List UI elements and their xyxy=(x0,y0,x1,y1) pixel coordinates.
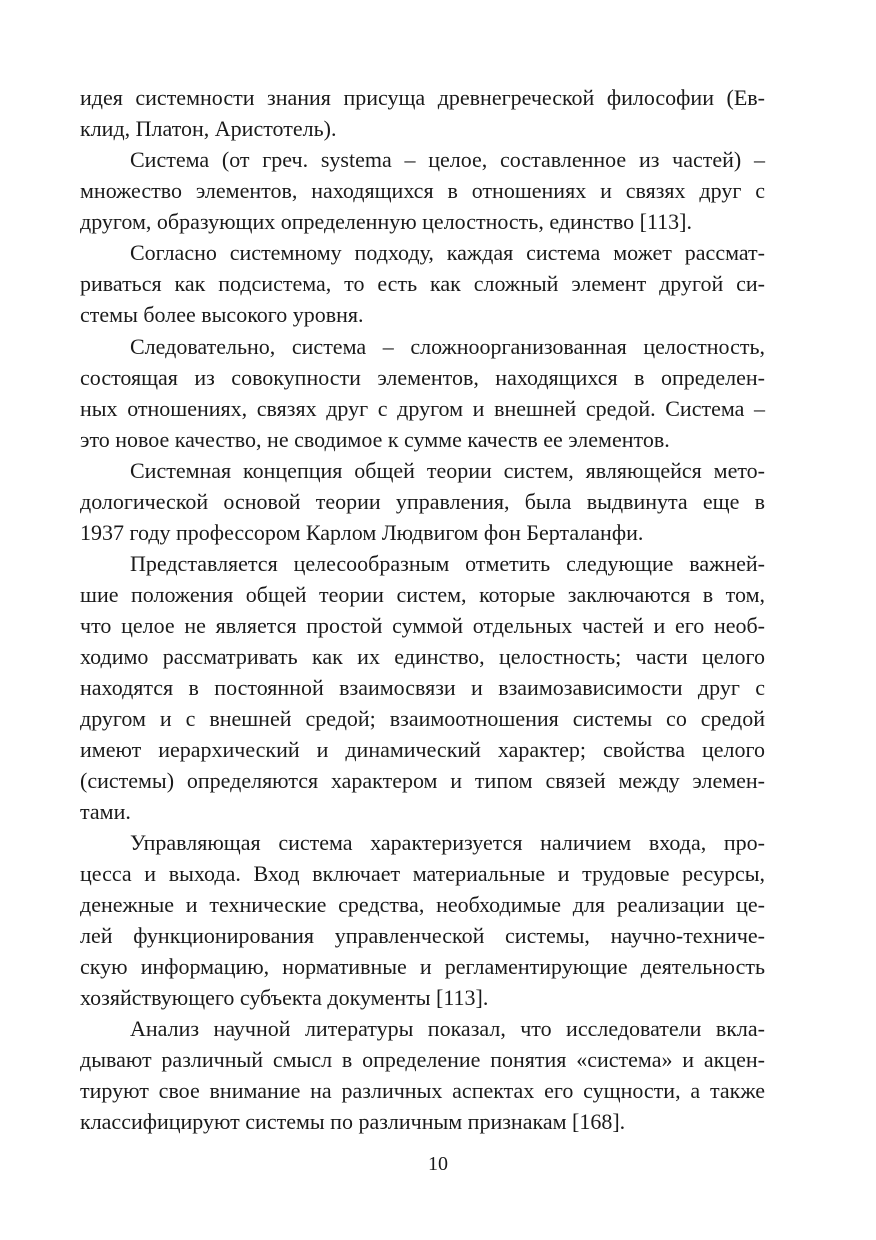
text-line: имеют иерархический и динамический характер; свойства целого xyxy=(80,737,765,762)
text-line: тами. xyxy=(80,799,131,824)
text-line: Управляющая система характеризуется наличием входа, про- xyxy=(130,830,765,855)
text-line: Анализ научной литературы показал, что исследователи вкла- xyxy=(130,1016,765,1041)
text-line: состоящая из совокупности элементов, находящихся в определен- xyxy=(80,365,765,390)
page-number: 10 xyxy=(428,1153,448,1175)
text-line: классифицируют системы по различным признакам [168]. xyxy=(80,1109,626,1134)
text-line: ных отношениях, связях друг с другом и внешней средой. Система – xyxy=(80,396,765,421)
text-line: Системная концепция общей теории систем, являющейся мето- xyxy=(130,458,765,483)
text-line: другом и с внешней средой; взаимоотношения системы со средой xyxy=(80,706,765,731)
text-line: 1937 году профессором Карлом Людвигом фон Берталанфи. xyxy=(80,520,644,545)
text-line: ходимо рассматривать как их единство, целостность; части целого xyxy=(80,644,765,669)
text-line: находятся в постоянной взаимосвязи и взаимозависимости друг с xyxy=(80,675,765,700)
text-line: скую информацию, нормативные и регламентирующие деятельность xyxy=(80,954,765,979)
text-line: Система (от греч. systema – целое, составленное из частей) – xyxy=(130,147,765,172)
text-line: Согласно системному подходу, каждая система может рассмат- xyxy=(130,240,765,265)
text-line: денежные и технические средства, необходимые для реализации це- xyxy=(80,892,765,917)
text-line: хозяйствующего субъекта документы [113]. xyxy=(80,985,489,1010)
text-line: цесса и выхода. Вход включает материальные и трудовые ресурсы, xyxy=(80,861,765,886)
text-line: это новое качество, не сводимое к сумме качеств ее элементов. xyxy=(80,427,670,452)
text-line: дологической основой теории управления, была выдвинута еще в xyxy=(80,489,765,514)
text-line: что целое не является простой суммой отдельных частей и его необ- xyxy=(80,613,765,638)
text-line: (системы) определяются характером и типом связей между элемен- xyxy=(80,768,765,793)
text-line: лей функционирования управленческой системы, научно-техниче- xyxy=(80,923,765,948)
text-line: тируют свое внимание на различных аспектах его сущности, а также xyxy=(80,1078,765,1103)
text-line: дывают различный смысл в определение понятия «система» и акцен- xyxy=(80,1047,765,1072)
text-line: шие положения общей теории систем, которые заключаются в том, xyxy=(80,582,765,607)
text-line: стемы более высокого уровня. xyxy=(80,302,364,327)
text-line: другом, образующих определенную целостность, единство [113]. xyxy=(80,209,692,234)
text-line: Представляется целесообразным отметить следующие важней- xyxy=(130,551,765,576)
text-line: Следовательно, система – сложноорганизованная целостность, xyxy=(130,334,765,359)
text-line: риваться как подсистема, то есть как сложный элемент другой си- xyxy=(80,271,765,296)
text-line: клид, Платон, Аристотель). xyxy=(80,116,337,141)
text-line: множество элементов, находящихся в отношениях и связях друг с xyxy=(80,178,765,203)
text-line: идея системности знания присуща древнегреческой философии (Ев- xyxy=(80,85,765,110)
